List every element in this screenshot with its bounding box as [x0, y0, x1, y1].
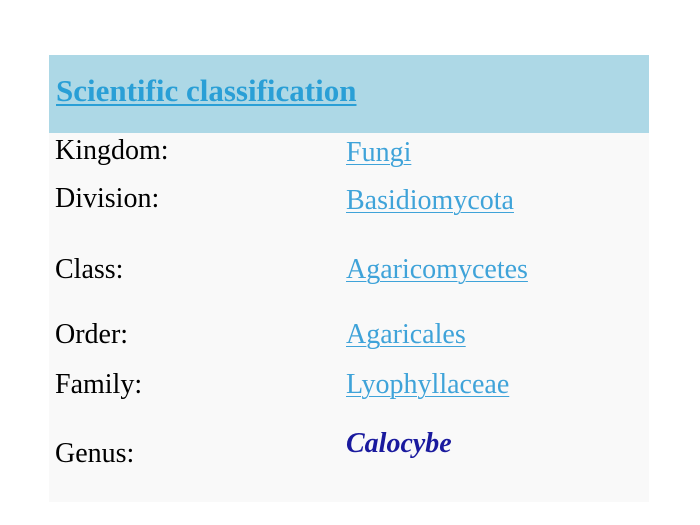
class-link[interactable]: Agaricomycetes — [346, 254, 528, 285]
classification-title-link[interactable]: Scientific classification — [56, 73, 357, 108]
division-label: Division: — [55, 183, 160, 214]
taxonomy-infobox — [49, 55, 649, 502]
division-link[interactable]: Basidiomycota — [346, 185, 514, 216]
genus-label: Genus: — [55, 438, 135, 469]
infobox-header — [49, 55, 649, 133]
kingdom-label: Kingdom: — [55, 135, 169, 166]
class-label: Class: — [55, 254, 124, 285]
order-link[interactable]: Agaricales — [346, 319, 466, 350]
order-label: Order: — [55, 319, 129, 350]
kingdom-link[interactable]: Fungi — [346, 137, 412, 168]
genus-name: Calocybe — [346, 428, 452, 459]
family-link[interactable]: Lyophyllaceae — [346, 369, 510, 400]
family-label: Family: — [55, 369, 143, 400]
